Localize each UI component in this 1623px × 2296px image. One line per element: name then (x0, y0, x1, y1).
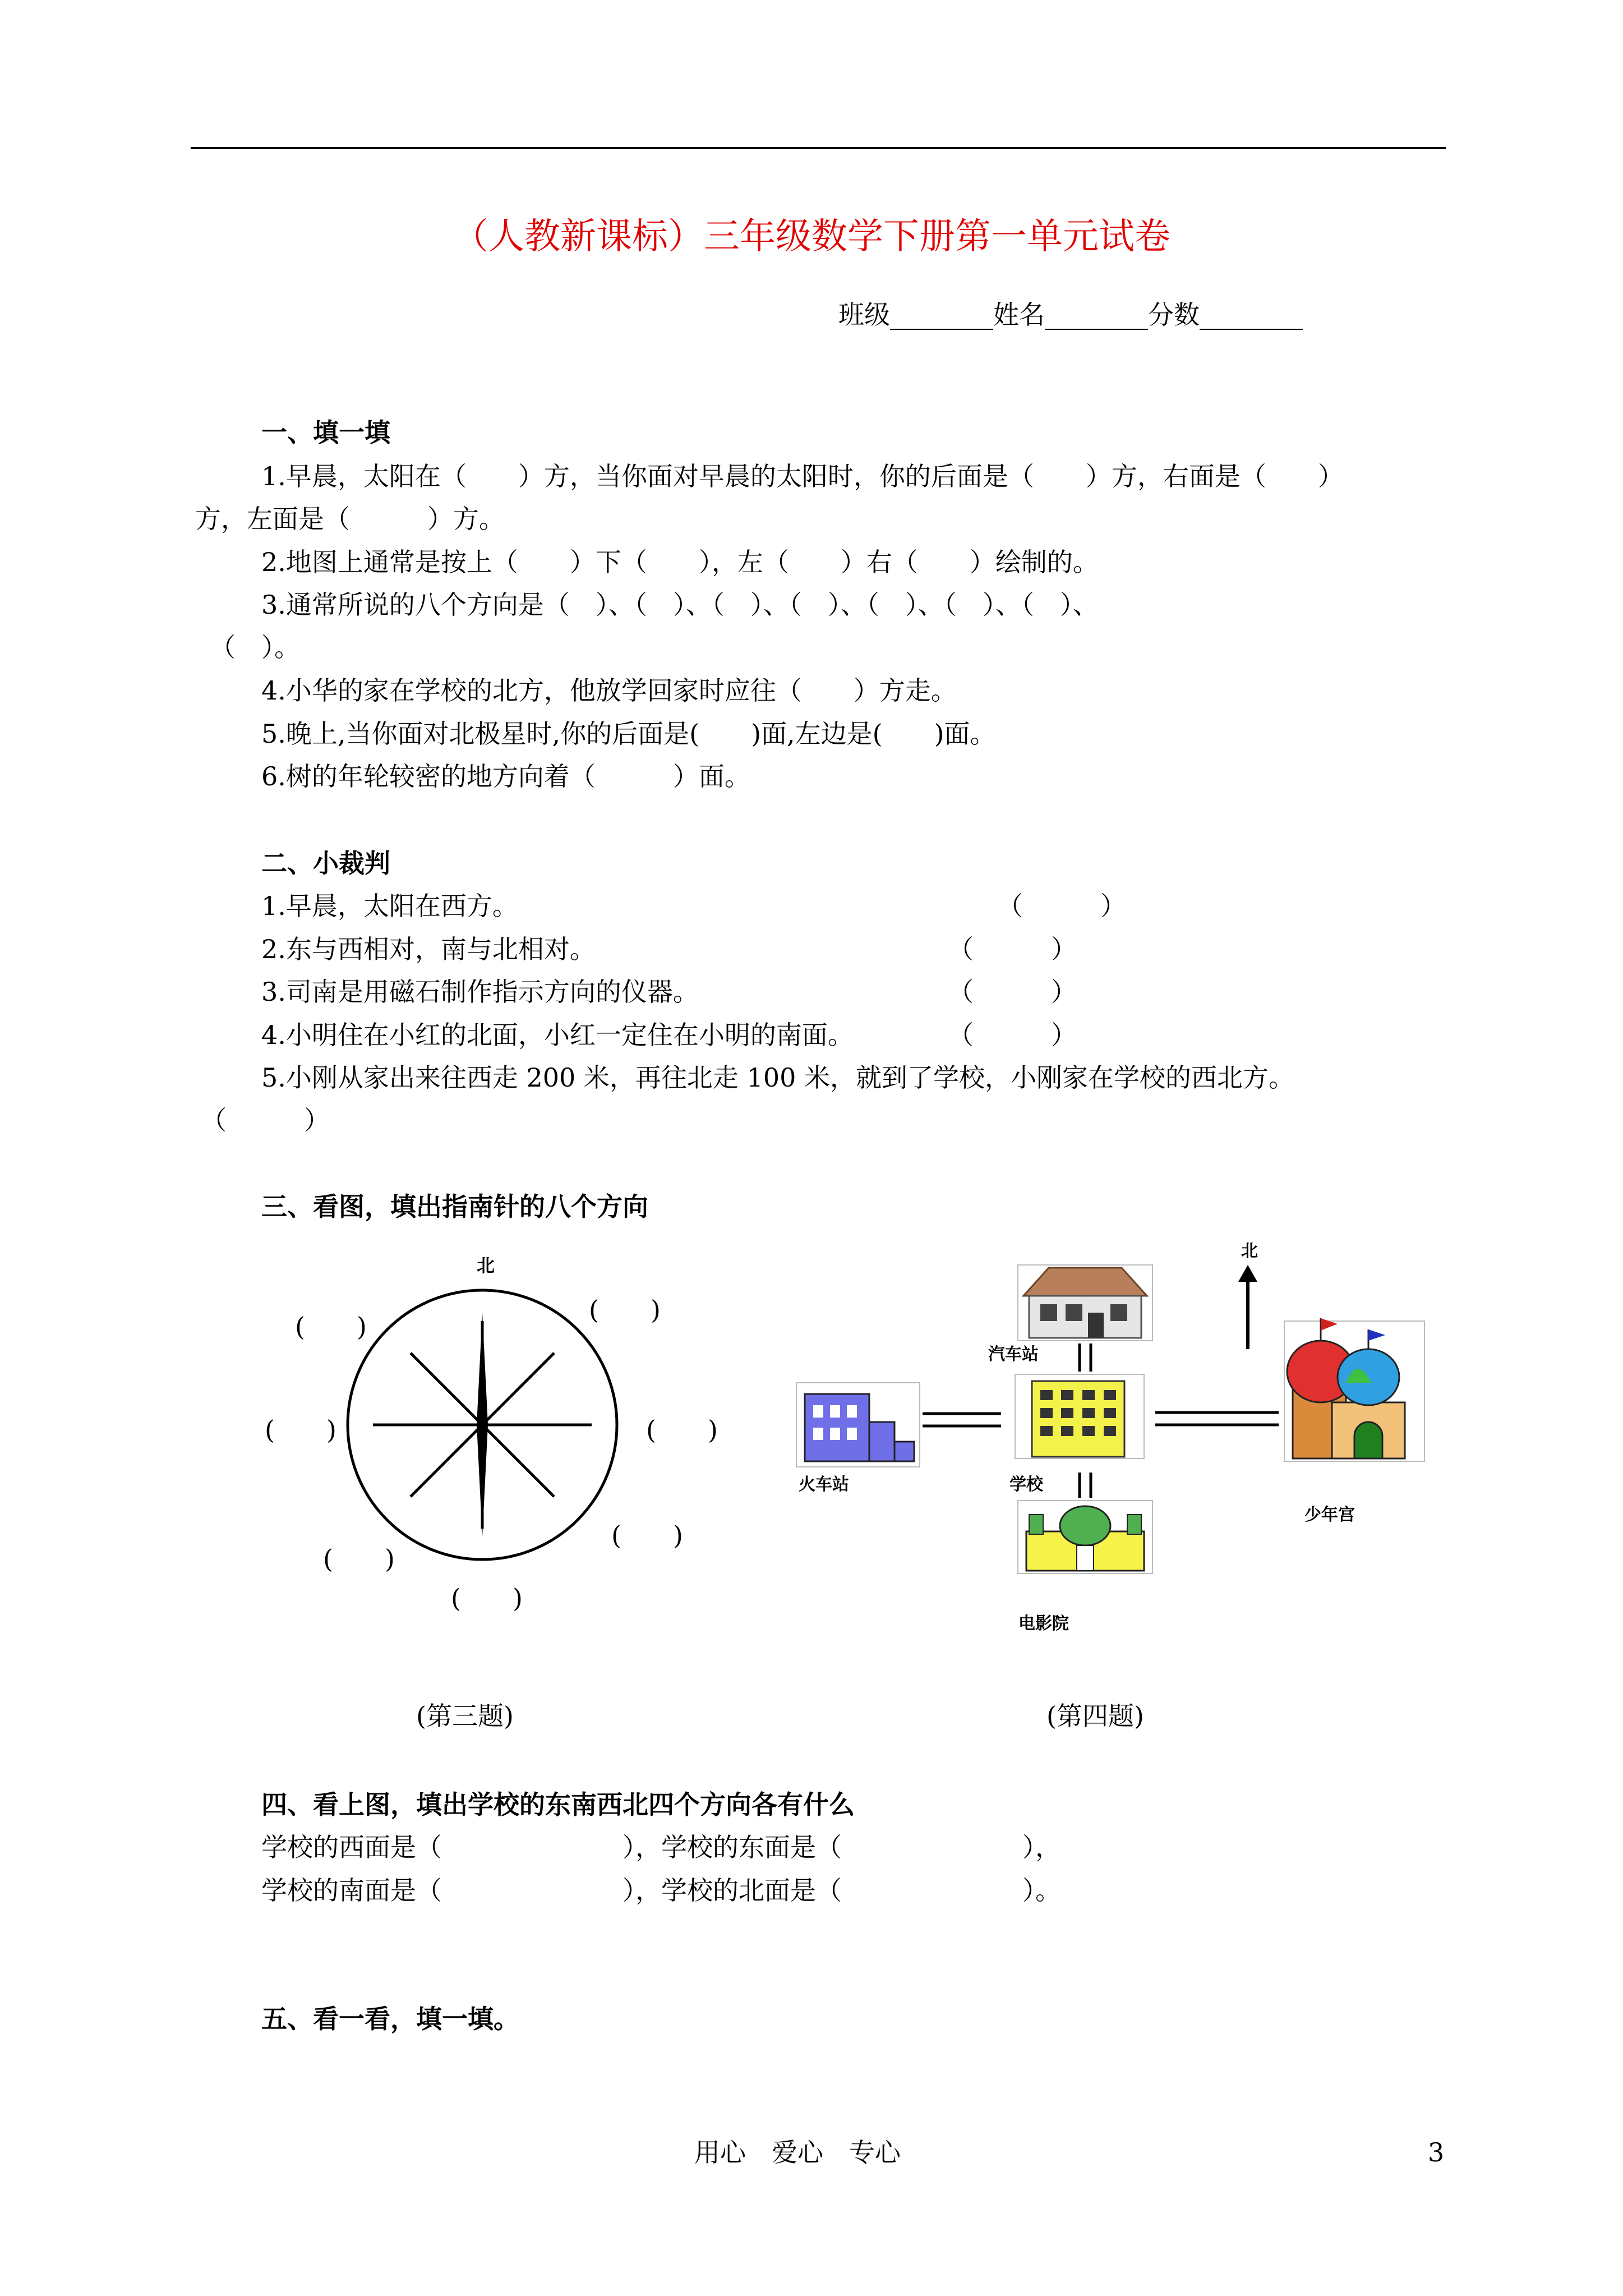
header-rule (191, 147, 1446, 149)
s2-item4-text: 4.小明住在小红的北面，小红一定住在小明的南面。 (261, 1020, 854, 1050)
s2-item3-text: 3.司南是用磁石制作指示方向的仪器。 (261, 977, 699, 1007)
student-info-line: 班级________姓名________分数________ (838, 300, 1303, 330)
s1-q2: 2.地图上通常是按上（ ）下（ ），左（ ）右（ ）绘制的。 (261, 547, 1099, 577)
s2-item3-paren: （ ） (948, 977, 1077, 1007)
s2-item4-paren: （ ） (948, 1020, 1077, 1050)
s2-item2-text: 2.东与西相对，南与北相对。 (261, 934, 596, 964)
youth-palace-building (1284, 1318, 1424, 1461)
train-station-building (796, 1383, 920, 1467)
s2-q5-line2: （ ） (201, 1105, 330, 1135)
compass-blank-s: ( ) (451, 1583, 523, 1613)
compass-blank-sw: ( ) (323, 1544, 395, 1574)
s2-item1-text: 1.早晨，太阳在西方。 (261, 891, 518, 921)
compass-north-label: 北 (477, 1255, 495, 1276)
bus-station-label: 汽车站 (988, 1345, 1039, 1364)
section4-heading: 四、看上图，填出学校的东南西北四个方向各有什么 (261, 1789, 855, 1820)
north-arrow (1238, 1265, 1257, 1349)
map-north-label: 北 (1241, 1241, 1258, 1261)
compass-blank-w: ( ) (265, 1415, 336, 1445)
s1-q3-line2: （ ）。 (210, 632, 300, 662)
compass-blank-se: ( ) (611, 1520, 683, 1550)
cinema-label: 电影院 (1018, 1614, 1069, 1634)
s1-q4: 4.小华的家在学校的北方，他放学回家时应往（ ）方走。 (261, 675, 957, 706)
s4-line2: 学校的南面是（ ），学校的北面是（ ）。 (261, 1875, 1061, 1906)
cinema-building (1018, 1501, 1152, 1573)
s2-item2-paren: （ ） (948, 934, 1077, 964)
footer-motto: 用心 爱心 专心 (694, 2137, 901, 2168)
s1-q1-line2: 方，左面是（ ）方。 (195, 504, 505, 534)
s1-q3-line1: 3.通常所说的八个方向是（ ）、（ ）、（ ）、（ ）、（ ）、（ ）、（ ）、 (261, 590, 1099, 620)
s2-q5-line1: 5.小刚从家出来往西走 200 米，再往北走 100 米，就到了学校，小刚家在学校的西北方。 (261, 1062, 1294, 1093)
youth-palace-label: 少年宫 (1304, 1505, 1355, 1525)
compass-needle (477, 1313, 488, 1537)
s1-q5: 5.晚上,当你面对北极星时,你的后面是( )面,左边是( )面。 (261, 719, 996, 749)
s4-line1: 学校的西面是（ ），学校的东面是（ ）， (261, 1832, 1061, 1862)
figure4-caption: (第四题) (1046, 1701, 1144, 1731)
s2-item1-paren: （ ） (997, 891, 1126, 921)
s1-q1-line1: 1.早晨，太阳在（ ）方，当你面对早晨的太阳时，你的后面是（ ）方，右面是（ ） (261, 461, 1344, 491)
page-title: （人教新课标）三年级数学下册第一单元试卷 (453, 216, 1170, 257)
map-figure (785, 1234, 1447, 1660)
section3-heading: 三、看图，填出指南针的八个方向 (261, 1191, 648, 1222)
bus-station-building (1018, 1265, 1152, 1341)
figure3-caption: (第三题) (416, 1701, 514, 1731)
compass-blank-e: ( ) (646, 1415, 718, 1445)
compass-blank-nw: ( ) (295, 1312, 367, 1342)
school-building (1015, 1374, 1144, 1458)
section1-heading: 一、填一填 (261, 417, 390, 448)
section2-heading: 二、小裁判 (261, 848, 390, 878)
s1-q6: 6.树的年轮较密的地方向着（ ）面。 (261, 761, 750, 792)
train-station-label: 火车站 (799, 1475, 849, 1494)
section5-heading: 五、看一看，填一填。 (261, 2004, 519, 2034)
page-number: 3 (1428, 2137, 1445, 2168)
compass-blank-ne: ( ) (589, 1295, 661, 1325)
school-label: 学校 (1009, 1475, 1043, 1494)
